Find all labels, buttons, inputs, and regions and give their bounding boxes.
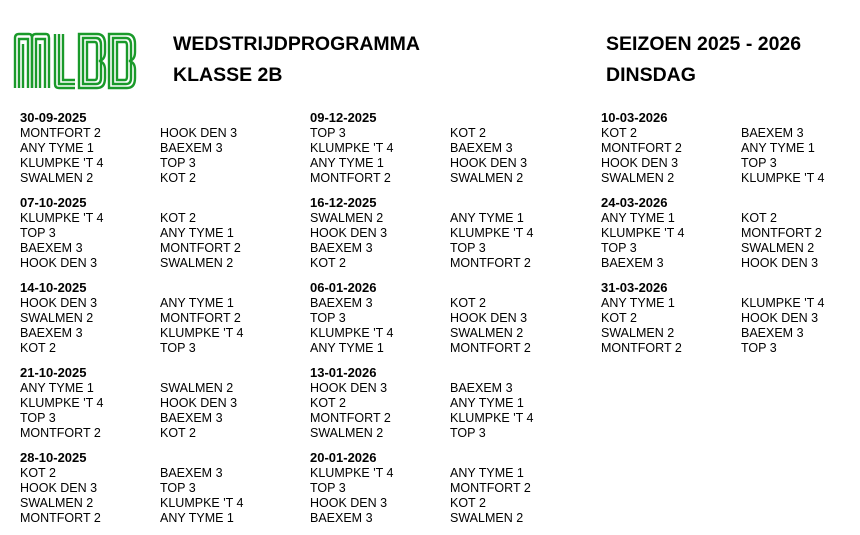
home-team: KLUMPKE 'T 4 bbox=[310, 326, 394, 340]
away-team: KLUMPKE 'T 4 bbox=[160, 496, 244, 510]
match-row bbox=[310, 466, 590, 481]
match-row bbox=[310, 211, 590, 226]
match-round bbox=[310, 365, 590, 450]
match-row bbox=[20, 396, 300, 411]
match-row bbox=[310, 156, 590, 171]
away-team: KLUMPKE 'T 4 bbox=[160, 326, 244, 340]
match-row bbox=[20, 256, 300, 271]
home-team: SWALMEN 2 bbox=[20, 311, 94, 325]
match-row bbox=[310, 226, 590, 241]
home-team: KLUMPKE 'T 4 bbox=[20, 211, 104, 225]
match-row bbox=[310, 126, 590, 141]
match-row bbox=[601, 241, 860, 256]
home-team: MONTFORT 2 bbox=[20, 511, 101, 525]
match-row bbox=[601, 256, 860, 271]
home-team: TOP 3 bbox=[310, 311, 346, 325]
home-team: KOT 2 bbox=[20, 341, 56, 355]
match-row bbox=[310, 326, 590, 341]
home-team: HOOK DEN 3 bbox=[20, 296, 98, 310]
away-team: BAEXEM 3 bbox=[450, 381, 513, 395]
match-row bbox=[601, 341, 860, 356]
away-team: HOOK DEN 3 bbox=[741, 311, 819, 325]
match-row bbox=[310, 511, 590, 526]
away-team: SWALMEN 2 bbox=[160, 381, 234, 395]
match-row bbox=[20, 226, 300, 241]
home-team: TOP 3 bbox=[601, 241, 637, 255]
away-team: MONTFORT 2 bbox=[450, 341, 531, 355]
away-team: SWALMEN 2 bbox=[450, 511, 524, 525]
match-row bbox=[601, 156, 860, 171]
match-row bbox=[20, 156, 300, 171]
match-round bbox=[20, 110, 300, 195]
home-team: SWALMEN 2 bbox=[601, 326, 675, 340]
away-team: SWALMEN 2 bbox=[160, 256, 234, 270]
home-team: KOT 2 bbox=[310, 256, 346, 270]
home-team: ANY TYME 1 bbox=[20, 141, 94, 155]
away-team: ANY TYME 1 bbox=[450, 211, 524, 225]
away-team: MONTFORT 2 bbox=[160, 311, 241, 325]
match-row bbox=[310, 296, 590, 311]
away-team: MONTFORT 2 bbox=[450, 481, 531, 495]
season-label: SEIZOEN 2025 - 2026 bbox=[606, 33, 802, 55]
home-team: KOT 2 bbox=[310, 396, 346, 410]
match-row bbox=[20, 381, 300, 396]
away-team: HOOK DEN 3 bbox=[160, 396, 238, 410]
match-row bbox=[310, 171, 590, 186]
round-date: 20-01-2026 bbox=[310, 450, 377, 465]
away-team: MONTFORT 2 bbox=[450, 256, 531, 270]
away-team: KLUMPKE 'T 4 bbox=[741, 296, 825, 310]
away-team: KLUMPKE 'T 4 bbox=[450, 411, 534, 425]
home-team: HOOK DEN 3 bbox=[310, 496, 388, 510]
schedule-column bbox=[601, 110, 860, 365]
season-header bbox=[606, 29, 801, 91]
home-team: KLUMPKE 'T 4 bbox=[601, 226, 685, 240]
round-date: 09-12-2025 bbox=[310, 110, 377, 125]
home-team: HOOK DEN 3 bbox=[20, 481, 98, 495]
away-team: ANY TYME 1 bbox=[741, 141, 815, 155]
home-team: HOOK DEN 3 bbox=[601, 156, 679, 170]
match-row bbox=[601, 226, 860, 241]
home-team: KLUMPKE 'T 4 bbox=[20, 156, 104, 170]
home-team: HOOK DEN 3 bbox=[310, 226, 388, 240]
away-team: BAEXEM 3 bbox=[160, 411, 223, 425]
match-row bbox=[20, 511, 300, 526]
home-team: MONTFORT 2 bbox=[310, 171, 391, 185]
day-label: DINSDAG bbox=[606, 64, 696, 86]
match-round bbox=[310, 450, 590, 535]
away-team: HOOK DEN 3 bbox=[160, 126, 238, 140]
round-date: 10-03-2026 bbox=[601, 110, 668, 125]
match-row bbox=[601, 171, 860, 186]
match-row bbox=[310, 341, 590, 356]
match-row bbox=[20, 311, 300, 326]
away-team: KOT 2 bbox=[160, 171, 196, 185]
away-team: TOP 3 bbox=[160, 156, 196, 170]
title-line-2: KLASSE 2B bbox=[173, 64, 283, 86]
match-row bbox=[601, 126, 860, 141]
home-team: TOP 3 bbox=[310, 126, 346, 140]
home-team: HOOK DEN 3 bbox=[310, 381, 388, 395]
away-team: KOT 2 bbox=[450, 496, 486, 510]
match-row bbox=[601, 296, 860, 311]
away-team: KOT 2 bbox=[741, 211, 777, 225]
away-team: BAEXEM 3 bbox=[741, 326, 804, 340]
away-team: MONTFORT 2 bbox=[160, 241, 241, 255]
match-row bbox=[310, 381, 590, 396]
home-team: ANY TYME 1 bbox=[20, 381, 94, 395]
round-date: 07-10-2025 bbox=[20, 195, 87, 210]
away-team: MONTFORT 2 bbox=[741, 226, 822, 240]
match-row bbox=[310, 481, 590, 496]
round-date: 30-09-2025 bbox=[20, 110, 87, 125]
home-team: SWALMEN 2 bbox=[20, 171, 94, 185]
match-row bbox=[20, 341, 300, 356]
away-team: KOT 2 bbox=[160, 211, 196, 225]
away-team: TOP 3 bbox=[450, 241, 486, 255]
mlbb-logo-icon bbox=[13, 30, 141, 90]
home-team: TOP 3 bbox=[20, 411, 56, 425]
match-round bbox=[601, 110, 860, 195]
match-row bbox=[20, 241, 300, 256]
match-row bbox=[310, 141, 590, 156]
home-team: BAEXEM 3 bbox=[310, 511, 373, 525]
away-team: KLUMPKE 'T 4 bbox=[450, 226, 534, 240]
match-row bbox=[20, 466, 300, 481]
match-row bbox=[20, 411, 300, 426]
home-team: KLUMPKE 'T 4 bbox=[310, 141, 394, 155]
match-row bbox=[310, 426, 590, 441]
match-row bbox=[20, 141, 300, 156]
match-round bbox=[601, 195, 860, 280]
match-row bbox=[310, 311, 590, 326]
away-team: SWALMEN 2 bbox=[741, 241, 815, 255]
round-date: 16-12-2025 bbox=[310, 195, 377, 210]
match-row bbox=[310, 411, 590, 426]
round-date: 13-01-2026 bbox=[310, 365, 377, 380]
home-team: ANY TYME 1 bbox=[310, 341, 384, 355]
match-row bbox=[20, 126, 300, 141]
away-team: TOP 3 bbox=[741, 341, 777, 355]
match-round bbox=[310, 195, 590, 280]
away-team: SWALMEN 2 bbox=[450, 326, 524, 340]
match-round bbox=[20, 280, 300, 365]
match-row bbox=[310, 241, 590, 256]
round-date: 14-10-2025 bbox=[20, 280, 87, 295]
away-team: TOP 3 bbox=[450, 426, 486, 440]
match-row bbox=[310, 496, 590, 511]
schedule-column bbox=[20, 110, 300, 535]
home-team: MONTFORT 2 bbox=[601, 341, 682, 355]
home-team: ANY TYME 1 bbox=[310, 156, 384, 170]
home-team: MONTFORT 2 bbox=[601, 141, 682, 155]
away-team: ANY TYME 1 bbox=[160, 226, 234, 240]
match-row bbox=[20, 481, 300, 496]
away-team: HOOK DEN 3 bbox=[741, 256, 819, 270]
away-team: KLUMPKE 'T 4 bbox=[741, 171, 825, 185]
away-team: HOOK DEN 3 bbox=[450, 156, 528, 170]
home-team: MONTFORT 2 bbox=[20, 426, 101, 440]
match-row bbox=[601, 211, 860, 226]
match-row bbox=[601, 311, 860, 326]
match-row bbox=[310, 256, 590, 271]
away-team: ANY TYME 1 bbox=[160, 296, 234, 310]
match-row bbox=[310, 396, 590, 411]
away-team: TOP 3 bbox=[741, 156, 777, 170]
home-team: MONTFORT 2 bbox=[310, 411, 391, 425]
home-team: BAEXEM 3 bbox=[601, 256, 664, 270]
home-team: SWALMEN 2 bbox=[310, 211, 384, 225]
round-date: 31-03-2026 bbox=[601, 280, 668, 295]
home-team: HOOK DEN 3 bbox=[20, 256, 98, 270]
home-team: KLUMPKE 'T 4 bbox=[20, 396, 104, 410]
home-team: ANY TYME 1 bbox=[601, 211, 675, 225]
home-team: TOP 3 bbox=[20, 226, 56, 240]
home-team: SWALMEN 2 bbox=[20, 496, 94, 510]
away-team: BAEXEM 3 bbox=[741, 126, 804, 140]
home-team: KLUMPKE 'T 4 bbox=[310, 466, 394, 480]
away-team: TOP 3 bbox=[160, 341, 196, 355]
home-team: KOT 2 bbox=[20, 466, 56, 480]
home-team: KOT 2 bbox=[601, 126, 637, 140]
match-row bbox=[20, 171, 300, 186]
home-team: MONTFORT 2 bbox=[20, 126, 101, 140]
match-round bbox=[310, 110, 590, 195]
away-team: BAEXEM 3 bbox=[450, 141, 513, 155]
round-date: 24-03-2026 bbox=[601, 195, 668, 210]
home-team: BAEXEM 3 bbox=[310, 241, 373, 255]
page-title bbox=[173, 29, 420, 91]
round-date: 06-01-2026 bbox=[310, 280, 377, 295]
match-row bbox=[20, 211, 300, 226]
match-row bbox=[601, 326, 860, 341]
away-team: KOT 2 bbox=[450, 296, 486, 310]
match-row bbox=[20, 326, 300, 341]
away-team: BAEXEM 3 bbox=[160, 466, 223, 480]
match-round bbox=[20, 450, 300, 535]
round-date: 28-10-2025 bbox=[20, 450, 87, 465]
away-team: KOT 2 bbox=[450, 126, 486, 140]
match-row bbox=[20, 496, 300, 511]
home-team: BAEXEM 3 bbox=[310, 296, 373, 310]
match-row bbox=[601, 141, 860, 156]
round-date: 21-10-2025 bbox=[20, 365, 87, 380]
match-round bbox=[20, 195, 300, 280]
away-team: SWALMEN 2 bbox=[450, 171, 524, 185]
home-team: SWALMEN 2 bbox=[310, 426, 384, 440]
away-team: BAEXEM 3 bbox=[160, 141, 223, 155]
match-round bbox=[601, 280, 860, 365]
match-row bbox=[20, 296, 300, 311]
away-team: ANY TYME 1 bbox=[450, 466, 524, 480]
schedule-column bbox=[310, 110, 590, 535]
away-team: HOOK DEN 3 bbox=[450, 311, 528, 325]
away-team: ANY TYME 1 bbox=[160, 511, 234, 525]
away-team: ANY TYME 1 bbox=[450, 396, 524, 410]
away-team: KOT 2 bbox=[160, 426, 196, 440]
title-line-1: WEDSTRIJDPROGRAMMA bbox=[173, 33, 420, 55]
match-row bbox=[20, 426, 300, 441]
home-team: BAEXEM 3 bbox=[20, 241, 83, 255]
home-team: KOT 2 bbox=[601, 311, 637, 325]
home-team: BAEXEM 3 bbox=[20, 326, 83, 340]
home-team: TOP 3 bbox=[310, 481, 346, 495]
home-team: ANY TYME 1 bbox=[601, 296, 675, 310]
match-round bbox=[20, 365, 300, 450]
match-round bbox=[310, 280, 590, 365]
away-team: TOP 3 bbox=[160, 481, 196, 495]
home-team: SWALMEN 2 bbox=[601, 171, 675, 185]
